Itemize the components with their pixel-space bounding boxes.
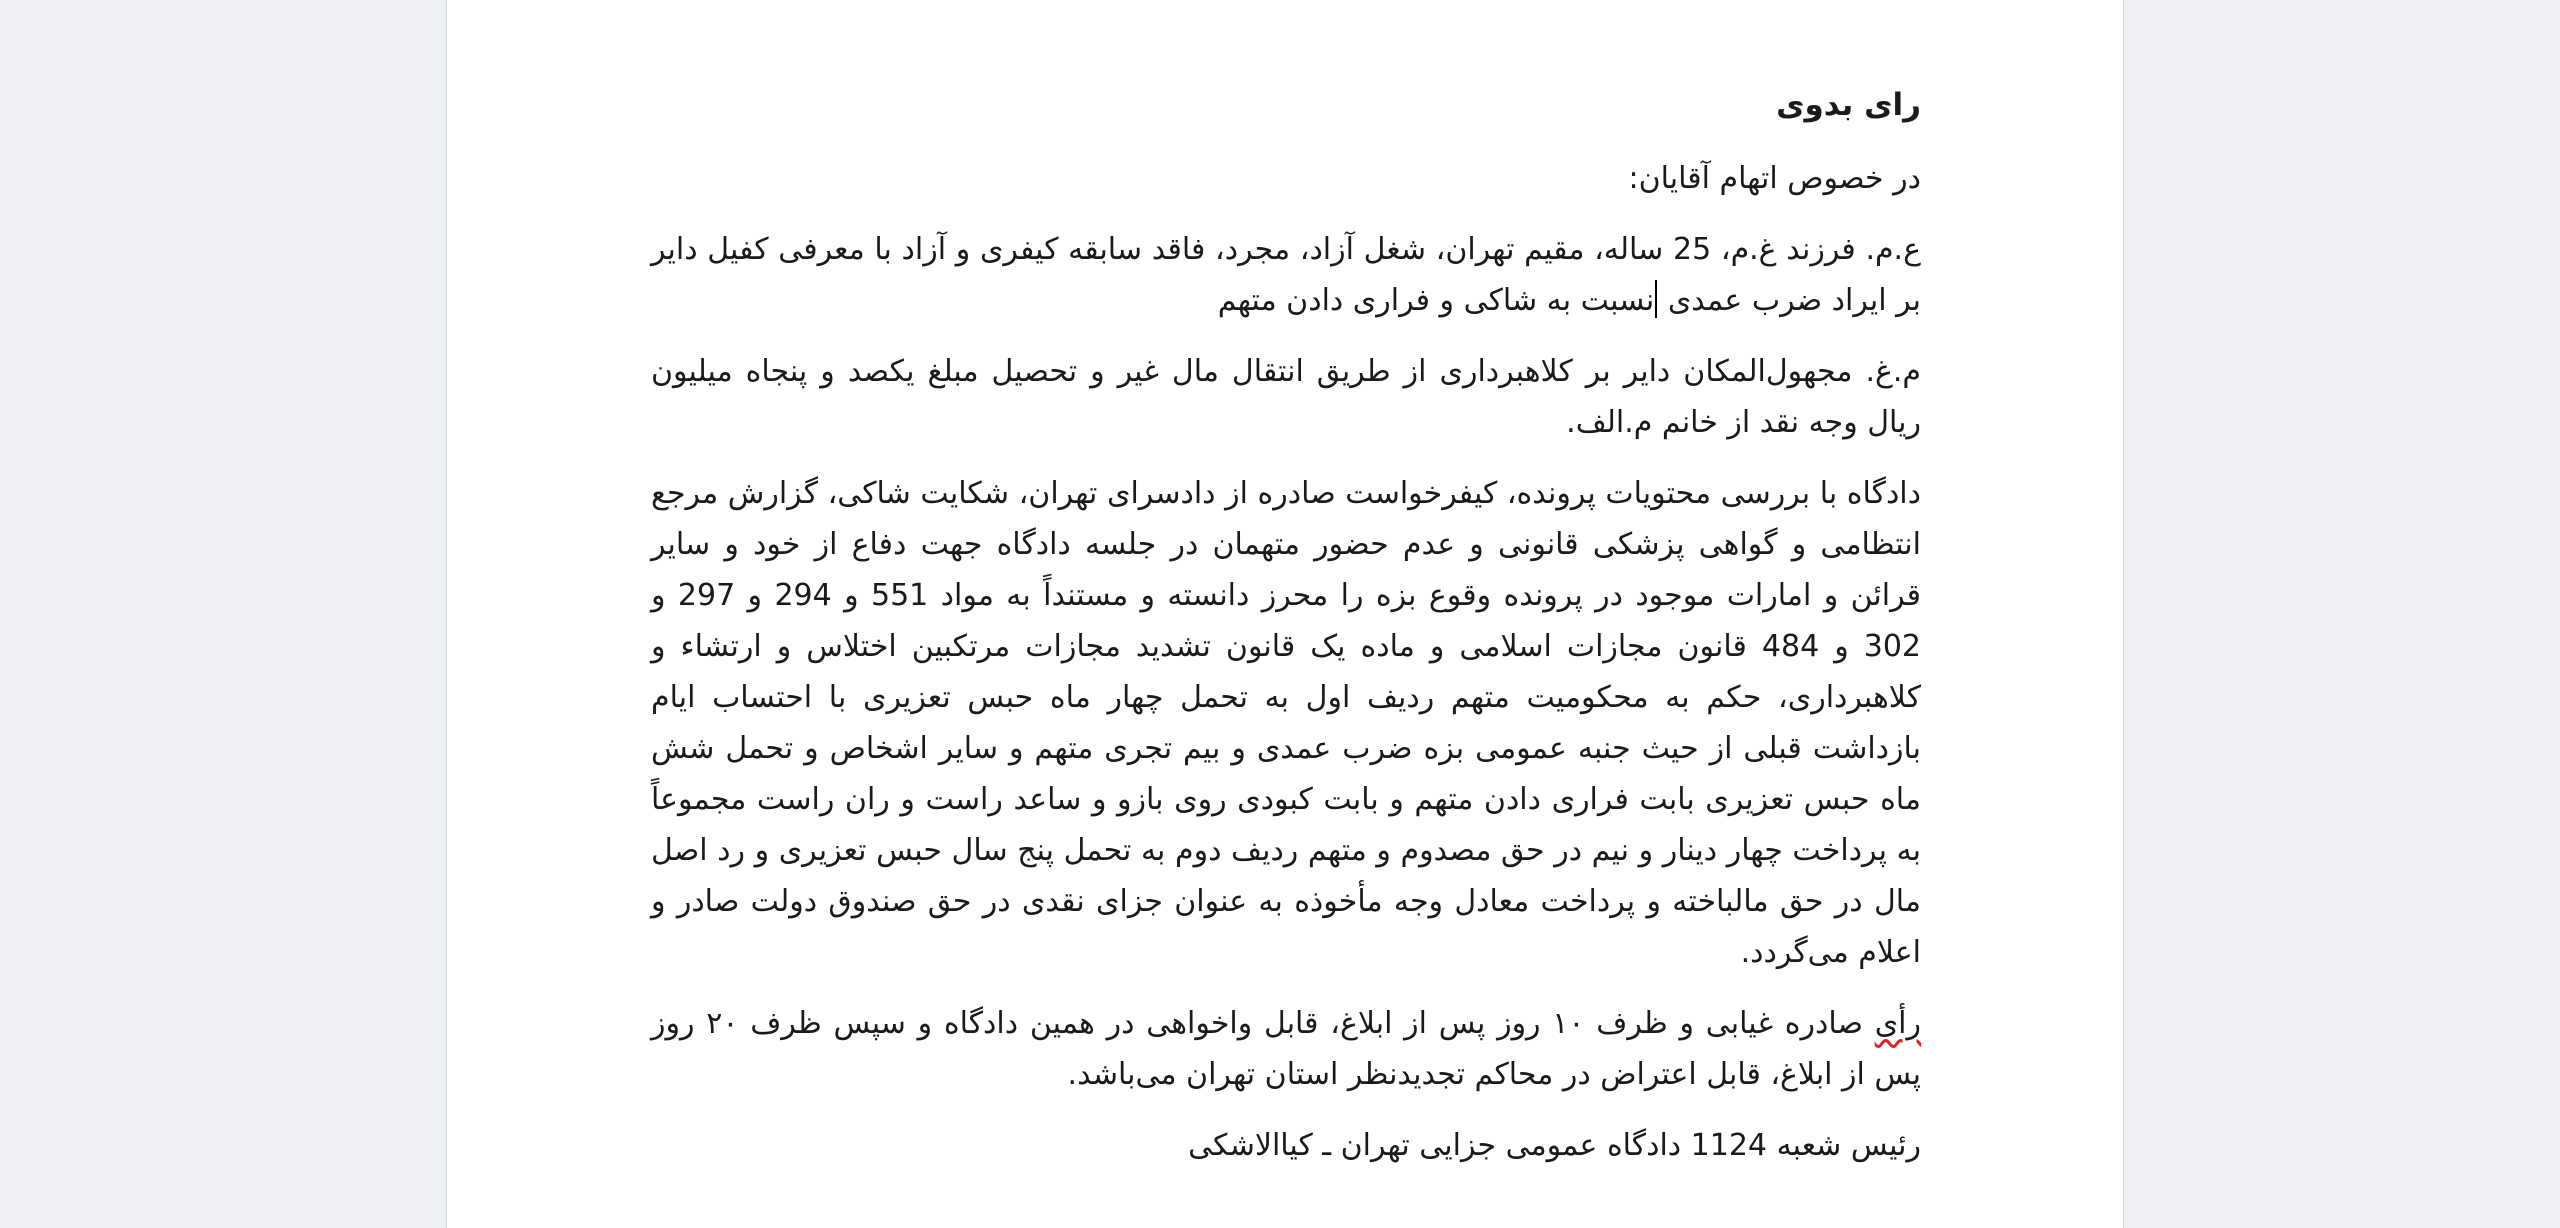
accused-1-text-part2: نسبت به شاکی و فراری دادن متهم <box>1217 283 1655 318</box>
document-body[interactable] <box>651 80 1921 1191</box>
accused-1-paragraph <box>651 224 1921 326</box>
spellcheck-flagged-word[interactable]: رأی <box>1874 1006 1921 1041</box>
document-title: رای بدوی <box>1776 87 1921 123</box>
accused-2-paragraph: م.غ. مجهول‌المکان دایر بر کلاهبرداری از طریق انتقال مال غیر و تحصیل مبلغ یکصد و پنجاه میلیون ریال وجه نقد از خانم م.الف. <box>651 354 1921 440</box>
document-page[interactable] <box>446 0 2124 1228</box>
accused-1-text-part1: ع.م. فرزند غ.م، 25 ساله، مقیم تهران، شغل آزاد، مجرد، فاقد سابقه کیفری و آزاد با معرفی کفیل دایر بر ایراد ضرب عمدی <box>651 232 1921 318</box>
verdict-paragraph: دادگاه با بررسی محتویات پرونده، کیفرخواست صادره از دادسرای تهران، شکایت شاکی، گزارش مرجع انتظامی و گواهی پزشکی قانونی و عدم حضور متهمان در جلسه دادگاه جهت دفاع از خود و سایر قرائن و امارات موجود در پرونده وقوع بزه را محرز دانسته و مستنداً به مواد 551 و 294 و 297 و 302 و 484 قانون مجازات اسلامی و ماده یک قانون تشدید مجازات مرتکبین اختلاس و ارتشاء و کلاهبرداری، حکم به محکومیت متهم ردیف اول به تحمل چهار ماه حبس تعزیری با احتساب ایام بازداشت قبلی از حیث جنبه عمومی بزه ضرب عمدی و بیم تجری متهم و سایر اشخاص و تحمل شش ماه حبس تعزیری بابت فراری دادن متهم و بابت کبودی روی بازو و ساعد راست و ران راست مجموعاً به پرداخت چهار دینار و نیم در حق مصدوم و متهم ردیف دوم به تحمل پنج سال حبس تعزیری و رد اصل مال در حق مالباخته و پرداخت معادل وجه مأخوذه به عنوان جزای نقدی در حق صندوق دولت صادر و اعلام می‌گردد. <box>651 476 1921 970</box>
appeal-paragraph <box>651 998 1921 1100</box>
signature-line: رئیس شعبه 1124 دادگاه عمومی جزایی تهران ـ کیاالاشکی <box>1188 1128 1921 1163</box>
appeal-text: صادره غیابی و ظرف ۱۰ روز پس از ابلاغ، قابل واخواهی در همین دادگاه و سپس ظرف ۲۰ روز پس از ابلاغ، قابل اعتراض در محاکم تجدیدنظر استان تهران می‌باشد. <box>651 1006 1921 1092</box>
intro-paragraph: در خصوص اتهام آقایان: <box>1628 161 1921 196</box>
text-cursor <box>1655 280 1657 318</box>
